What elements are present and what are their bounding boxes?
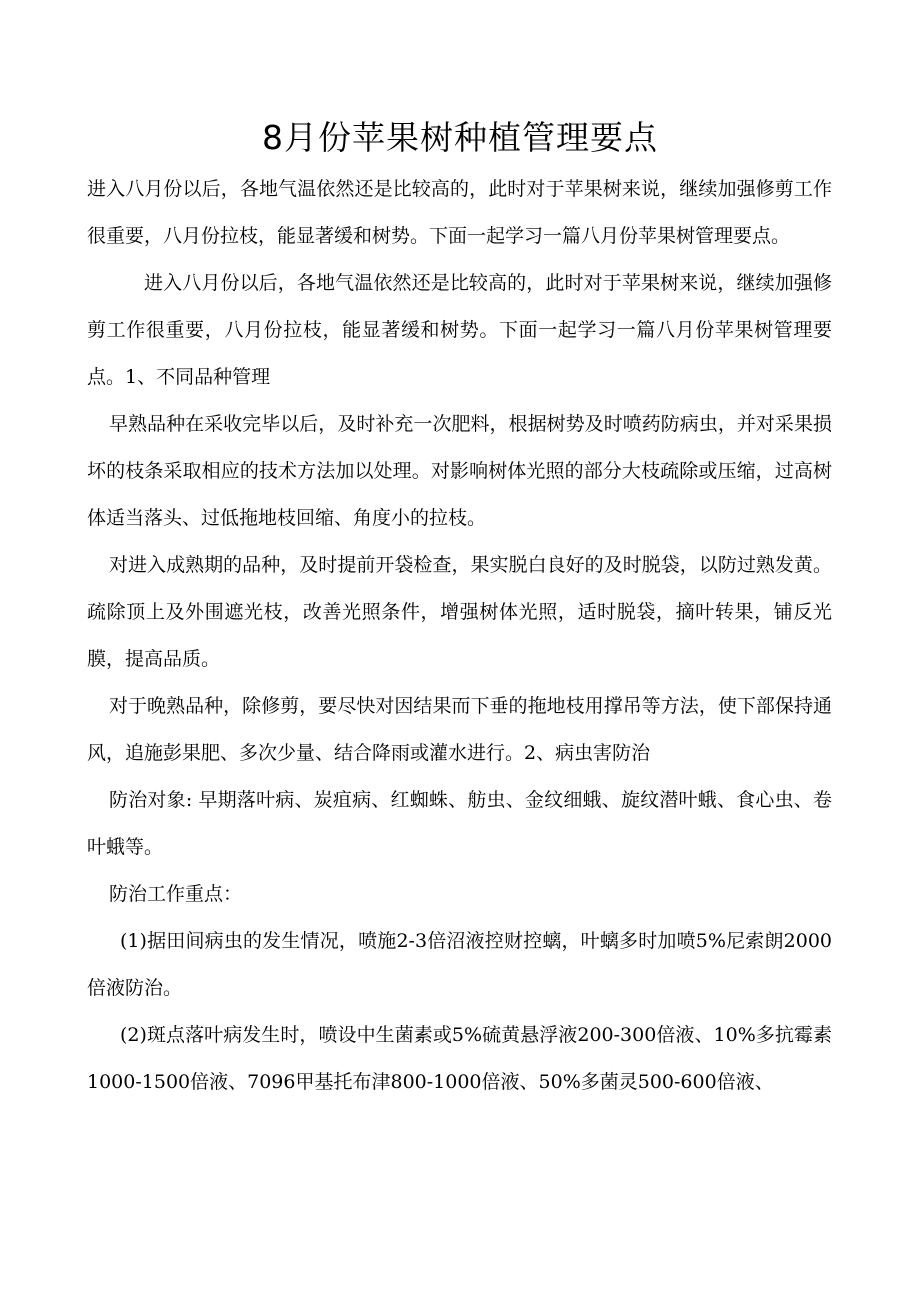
page-title: 8月份苹果树种植管理要点 [262, 118, 658, 157]
paragraph-item-1: (1)据田间病虫的发生情况，喷施2-3倍沼液控财控螭，叶螭多时加喷5%尼索朗2000倍液防治。 [87, 930, 832, 999]
paragraph-early-varieties: 早熟品种在采收完毕以后，及时补充一次肥料，根据树势及时喷药防病虫，并对采果损坏的枝条采取相应的技术方法加以处理。对影响树体光照的部分大枝疏除或压缩，过高树体适当落头、过低拖地枝回缩、角度小的拉枝。 [87, 413, 832, 529]
paragraph-intro: 进入八月份以后，各地气温依然还是比较高的，此时对于苹果树来说，继续加强修剪工作很重要，八月份拉枝，能显著缓和树势。下面一起学习一篇八月份苹果树管理要点。 [87, 178, 832, 247]
paragraph-control-focus: 防治工作重点： [109, 883, 243, 905]
paragraph-late-varieties: 对于晚熟品种，除修剪，要尽快对因结果而下垂的拖地枝用撑吊等方法，使下部保持通风，追施彭果肥、多次少量、结合降雨或灌水进行。2、病虫害防治 [87, 695, 832, 764]
paragraph-control-targets: 防治对象: 早期落叶病、炭疽病、红蜘蛛、舫虫、金纹细蛾、旋纹潜叶蛾、食心虫、卷叶蛾等。 [87, 789, 832, 858]
paragraph-intro-repeat: 进入八月份以后，各地气温依然还是比较高的，此时对于苹果树来说，继续加强修剪工作很重要，八月份拉枝，能显著缓和树势。下面一起学习一篇八月份苹果树管理要点。1、不同品种管理 [87, 272, 832, 388]
document-body [87, 166, 832, 1106]
paragraph-item-2: (2)斑点落叶病发生时，喷设中生菌素或5%硫黄悬浮液200-300倍液、10%多抗霉素1000-1500倍液、7096甲基托布津800-1000倍液、50%多菌灵500-600倍液、 [87, 1024, 832, 1093]
paragraph-ripening-varieties: 对进入成熟期的品种，及时提前开袋检查，果实脱白良好的及时脱袋，以防过熟发黄。疏除顶上及外围遮光枝，改善光照条件，增强树体光照，适时脱袋，摘叶转果，铺反光膜，提高品质。 [87, 554, 832, 670]
